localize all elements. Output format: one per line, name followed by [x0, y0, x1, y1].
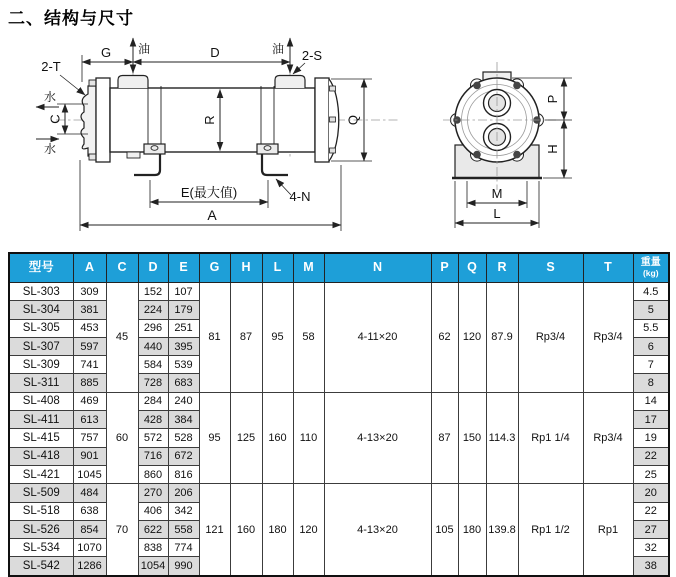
col-header-h: H: [230, 253, 262, 283]
cell-r-shared: 114.3: [486, 392, 518, 483]
callout-2t: 2-T: [41, 59, 61, 74]
dim-label-p: P: [545, 94, 560, 104]
cell-weight: 38: [633, 557, 669, 576]
col-header-e: E: [168, 253, 199, 283]
cell-p-shared: 62: [431, 283, 458, 393]
cell-a: 1286: [73, 557, 106, 576]
cell-s-shared: Rp3/4: [518, 283, 583, 393]
cell-model: SL-418: [9, 447, 73, 465]
cell-d: 284: [138, 392, 168, 410]
cell-model: SL-421: [9, 465, 73, 483]
dimensions-table: [8, 252, 670, 577]
cell-g-shared: 95: [199, 392, 230, 483]
cell-a: 381: [73, 301, 106, 319]
cell-weight: 20: [633, 484, 669, 502]
col-header-t: T: [583, 253, 633, 283]
cell-e: 240: [168, 392, 199, 410]
cell-d: 622: [138, 520, 168, 538]
cell-weight: 25: [633, 465, 669, 483]
cell-a: 1045: [73, 465, 106, 483]
cell-model: SL-304: [9, 301, 73, 319]
cell-n-shared: 4-13×20: [324, 392, 431, 483]
cell-weight: 19: [633, 429, 669, 447]
cell-weight: 22: [633, 447, 669, 465]
oil-port-right: [275, 76, 305, 89]
end-view-drawing: [443, 62, 572, 228]
col-header-weight: [633, 253, 669, 283]
cell-weight: 27: [633, 520, 669, 538]
cell-a: 901: [73, 447, 106, 465]
cell-model: SL-307: [9, 337, 73, 355]
cell-a: 309: [73, 283, 106, 301]
cell-weight: 17: [633, 411, 669, 429]
cell-model: SL-542: [9, 557, 73, 576]
cell-weight: 14: [633, 392, 669, 410]
side-view-drawing: [36, 38, 400, 231]
cell-e: 683: [168, 374, 199, 392]
cell-d: 440: [138, 337, 168, 355]
cell-weight: 22: [633, 502, 669, 520]
cell-weight: 5: [633, 301, 669, 319]
cell-model: SL-309: [9, 356, 73, 374]
cell-a: 638: [73, 502, 106, 520]
oil-label-right: 油: [271, 42, 284, 56]
cell-t-shared: Rp1: [583, 484, 633, 576]
dim-label-a: A: [207, 207, 217, 223]
cell-n-shared: 4-13×20: [324, 484, 431, 576]
cell-d: 584: [138, 356, 168, 374]
cell-e: 528: [168, 429, 199, 447]
col-header-g: G: [199, 253, 230, 283]
col-header-model: 型号: [9, 253, 73, 283]
weight-unit: (kg): [642, 267, 659, 278]
cell-l-shared: 180: [262, 484, 293, 576]
left-flange: [96, 78, 110, 162]
page-title: 二、结构与尺寸: [8, 9, 134, 28]
cell-e: 107: [168, 283, 199, 301]
cell-a: 469: [73, 392, 106, 410]
cell-model: SL-534: [9, 539, 73, 557]
water-label-bottom: 水: [43, 142, 57, 156]
oil-port-left: [118, 76, 148, 89]
cell-e: 395: [168, 337, 199, 355]
cell-a: 1070: [73, 539, 106, 557]
oil-label-left: 油: [138, 42, 151, 56]
col-header-n: N: [324, 253, 431, 283]
cell-d: 152: [138, 283, 168, 301]
cell-d: 296: [138, 319, 168, 337]
cell-e: 342: [168, 502, 199, 520]
cell-m-shared: 58: [293, 283, 324, 393]
cell-weight: 7: [633, 356, 669, 374]
dim-label-h: H: [545, 144, 560, 154]
cell-a: 613: [73, 411, 106, 429]
cell-weight: 4.5: [633, 283, 669, 301]
cell-s-shared: Rp1 1/2: [518, 484, 583, 576]
header-row: [9, 253, 669, 283]
cell-r-shared: 139.8: [486, 484, 518, 576]
cell-a: 757: [73, 429, 106, 447]
cap-bolt: [89, 80, 96, 86]
table-row: [9, 392, 669, 410]
cell-model: SL-311: [9, 374, 73, 392]
cell-d: 406: [138, 502, 168, 520]
cell-a: 741: [73, 356, 106, 374]
cell-m-shared: 110: [293, 392, 324, 483]
cell-model: SL-415: [9, 429, 73, 447]
cell-d: 224: [138, 301, 168, 319]
cell-model: SL-305: [9, 319, 73, 337]
cell-d: 716: [138, 447, 168, 465]
cell-n-shared: 4-11×20: [324, 283, 431, 393]
cell-m-shared: 120: [293, 484, 324, 576]
cell-c-shared: 45: [106, 283, 138, 393]
cell-weight: 32: [633, 539, 669, 557]
cell-a: 453: [73, 319, 106, 337]
cell-g-shared: 81: [199, 283, 230, 393]
cell-h-shared: 160: [230, 484, 262, 576]
cell-model: SL-408: [9, 392, 73, 410]
cell-a: 597: [73, 337, 106, 355]
cell-e: 539: [168, 356, 199, 374]
cell-d: 572: [138, 429, 168, 447]
cell-weight: 8: [633, 374, 669, 392]
dim-label-q: Q: [345, 114, 361, 126]
callout-2s: 2-S: [301, 48, 323, 63]
cell-q-shared: 120: [458, 283, 486, 393]
cell-model: SL-411: [9, 411, 73, 429]
cell-model: SL-526: [9, 520, 73, 538]
cell-a: 854: [73, 520, 106, 538]
table-row: [9, 283, 669, 301]
col-header-d: D: [138, 253, 168, 283]
cell-d: 1054: [138, 557, 168, 576]
cell-e: 384: [168, 411, 199, 429]
cell-e: 816: [168, 465, 199, 483]
cell-g-shared: 121: [199, 484, 230, 576]
col-header-q: Q: [458, 253, 486, 283]
dim-label-c: C: [47, 114, 63, 124]
cell-d: 428: [138, 411, 168, 429]
cell-r-shared: 87.9: [486, 283, 518, 393]
right-flange: [315, 78, 329, 162]
cell-h-shared: 87: [230, 283, 262, 393]
cap-bolt: [89, 154, 96, 160]
col-header-p: P: [431, 253, 458, 283]
cell-q-shared: 180: [458, 484, 486, 576]
cell-s-shared: Rp1 1/4: [518, 392, 583, 483]
dim-label-m: M: [491, 186, 503, 201]
cell-a: 484: [73, 484, 106, 502]
callout-4n: 4-N: [289, 189, 311, 204]
cell-e: 558: [168, 520, 199, 538]
cell-d: 860: [138, 465, 168, 483]
dim-label-l: L: [493, 206, 501, 221]
cell-model: SL-518: [9, 502, 73, 520]
cell-d: 728: [138, 374, 168, 392]
cell-h-shared: 125: [230, 392, 262, 483]
water-end-cap: [81, 86, 96, 156]
dimension-drawing: [0, 0, 676, 250]
col-header-s: S: [518, 253, 583, 283]
cell-q-shared: 150: [458, 392, 486, 483]
cell-e: 251: [168, 319, 199, 337]
cell-c-shared: 70: [106, 484, 138, 576]
water-label-top: 水: [43, 90, 57, 104]
cell-p-shared: 87: [431, 392, 458, 483]
table-row: [9, 484, 669, 502]
cell-model: SL-509: [9, 484, 73, 502]
cell-e: 206: [168, 484, 199, 502]
col-header-a: A: [73, 253, 106, 283]
cell-e: 672: [168, 447, 199, 465]
cell-weight: 5.5: [633, 319, 669, 337]
dim-label-d: D: [210, 45, 220, 60]
col-header-r: R: [486, 253, 518, 283]
dim-label-r: R: [202, 115, 217, 125]
cell-d: 838: [138, 539, 168, 557]
cell-t-shared: Rp3/4: [583, 392, 633, 483]
cell-c-shared: 60: [106, 392, 138, 483]
cell-weight: 6: [633, 337, 669, 355]
cell-p-shared: 105: [431, 484, 458, 576]
cell-l-shared: 160: [262, 392, 293, 483]
cell-l-shared: 95: [262, 283, 293, 393]
drain-plug: [127, 152, 140, 158]
weight-label: 重量: [640, 257, 661, 269]
col-header-c: C: [106, 253, 138, 283]
col-header-l: L: [262, 253, 293, 283]
dim-label-g: G: [100, 45, 112, 60]
cell-e: 990: [168, 557, 199, 576]
cell-model: SL-303: [9, 283, 73, 301]
cell-e: 774: [168, 539, 199, 557]
col-header-m: M: [293, 253, 324, 283]
cell-d: 270: [138, 484, 168, 502]
dim-label-e: E(最大值): [180, 185, 238, 200]
cell-e: 179: [168, 301, 199, 319]
cell-a: 885: [73, 374, 106, 392]
cell-t-shared: Rp3/4: [583, 283, 633, 393]
